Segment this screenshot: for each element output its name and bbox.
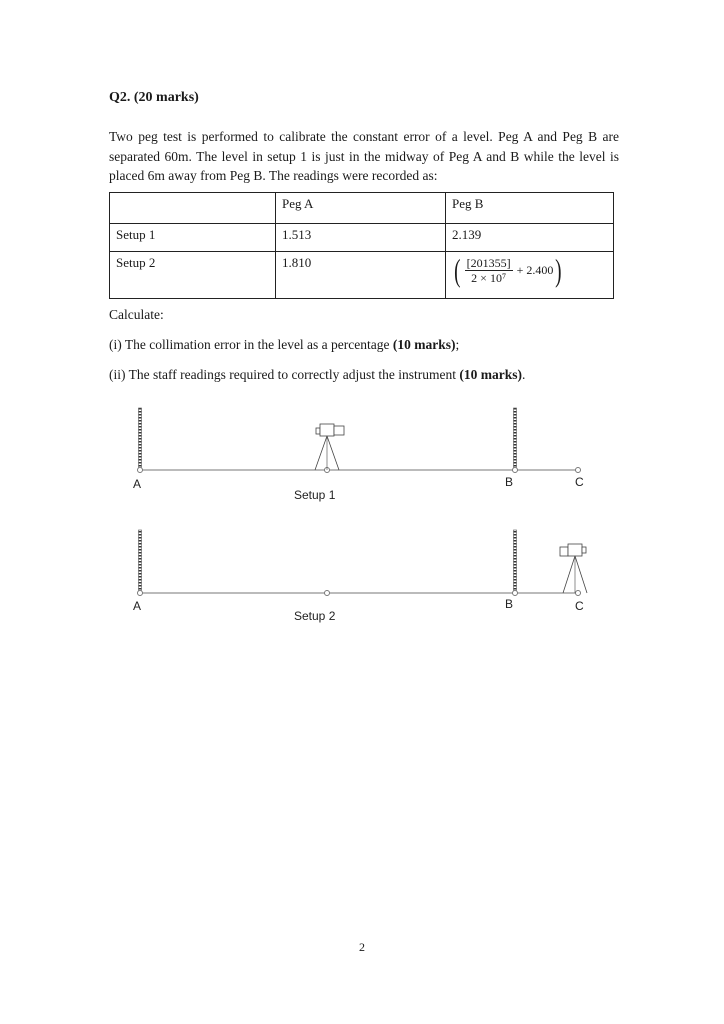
setup-2-label-c: C — [575, 599, 584, 613]
setup-1-caption: Setup 1 — [294, 488, 336, 502]
setup-2-midpoint-marker — [325, 591, 330, 596]
question-heading: Q2. (20 marks) — [109, 90, 199, 105]
fraction-denominator: 2 × 10⁷ — [471, 270, 507, 285]
setup-2-caption: Setup 2 — [294, 609, 336, 623]
setup-1-point-c-marker — [576, 468, 581, 473]
setup-2-staff-b-icon — [514, 530, 517, 593]
setup-1-label-a: A — [133, 477, 142, 491]
setup-2-point-b-marker — [513, 591, 518, 596]
setup-1-staff-a-icon — [139, 408, 142, 470]
setup-2-peg-a: 1.810 — [276, 252, 446, 299]
setup-1-point-a-marker — [138, 468, 143, 473]
table-header-peg-b: Peg B — [446, 193, 614, 224]
setup-2-point-a-marker — [138, 591, 143, 596]
page-number: 2 — [359, 940, 365, 954]
table-header-peg-a: Peg A — [276, 193, 446, 224]
setup-1-level-instrument-icon — [315, 424, 344, 470]
setup-1-peg-a: 1.513 — [276, 224, 446, 252]
setup-1-label-c: C — [575, 475, 584, 489]
setup-2-label-a: A — [133, 599, 142, 613]
calculate-label: Calculate: — [109, 307, 164, 322]
setup-1-staff-b-icon — [514, 408, 517, 470]
setup-2-label-b: B — [505, 597, 514, 611]
part-ii-end: . — [522, 367, 526, 382]
setup-1-diagram — [133, 408, 584, 502]
setup-1-label-b: B — [505, 475, 514, 489]
question-intro: Two peg test is performed to calibrate the constant error of a level. Peg A and Peg B are separated 60m. The level in setup 1 is just in the midway of Peg A and B while the level is placed 6m away from Peg B. The readings were recorded as: — [109, 129, 619, 183]
setup-2-point-c-marker — [576, 591, 581, 596]
setup-2-diagram — [133, 530, 587, 623]
part-i-marks: (10 marks) — [392, 337, 456, 352]
setup-1-peg-b: 2.139 — [446, 224, 614, 252]
part-i-end: ; — [455, 337, 460, 352]
setup-1-point-b-marker — [513, 468, 518, 473]
fraction-numerator: [201355] — [466, 255, 511, 270]
setup-2-staff-a-icon — [139, 530, 142, 593]
part-i-text: (i) The collimation error in the level as a percentage — [109, 337, 393, 352]
part-ii-text: (ii) The staff readings required to correctly adjust the instrument — [109, 367, 460, 382]
row-label-setup-2: Setup 2 — [110, 252, 276, 299]
close-paren: ) — [555, 252, 562, 288]
formula-addend: + 2.400 — [516, 262, 554, 277]
open-paren: ( — [454, 252, 461, 288]
part-ii-marks: (10 marks) — [459, 367, 523, 382]
row-label-setup-1: Setup 1 — [110, 224, 276, 252]
setup-2-level-instrument-icon — [560, 544, 587, 593]
